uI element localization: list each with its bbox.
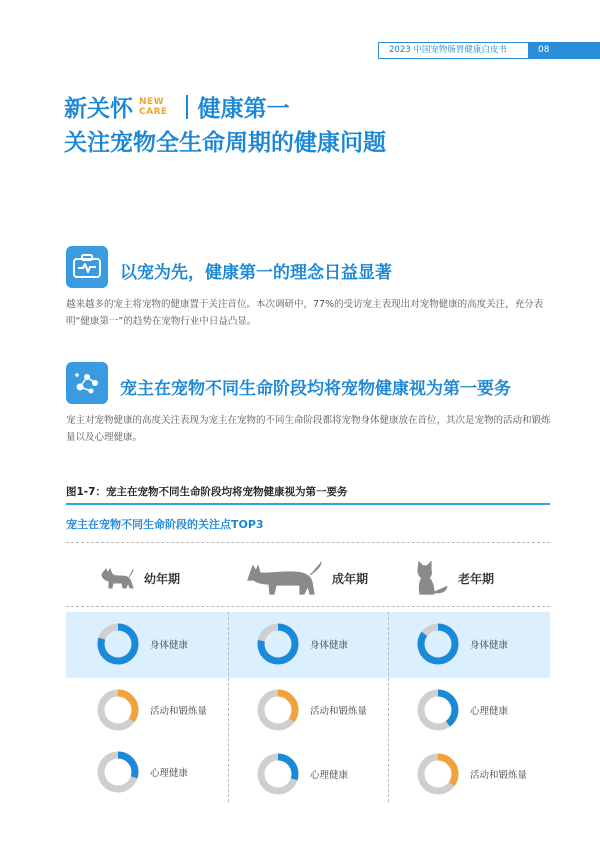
stage-kitten: [100, 560, 180, 596]
dashed-rule-mid: [66, 606, 550, 607]
donut-kitten-3: [96, 750, 140, 794]
page-title-line2: 关注宠物全生命周期的健康问题: [64, 130, 386, 156]
title-left: 新关怀: [64, 96, 133, 122]
cell-senior-1: [416, 622, 508, 666]
stage-label-senior: 老年期: [458, 571, 495, 586]
section2-paragraph: 宠主对宠物健康的高度关注表现为宠主在宠物的不同生命阶段都将宠物身体健康放在首位，其次是宠物的活动和锻炼量以及心理健康。: [66, 415, 551, 443]
molecule-network-icon: [66, 362, 108, 404]
stage-label-kitten: 幼年期: [144, 571, 181, 586]
cell-kitten-1: [96, 622, 188, 666]
label-adult-1: 身体健康: [310, 640, 349, 651]
title-right: 健康第一: [197, 96, 290, 122]
page-title-line1: [64, 90, 290, 123]
column-divider-1: [228, 612, 229, 802]
health-monitor-icon: [66, 246, 108, 288]
donut-senior-1: [416, 622, 460, 666]
cell-senior-3: [416, 752, 527, 796]
donut-senior-3: [416, 752, 460, 796]
label-kitten-3: 心理健康: [150, 768, 189, 779]
new-care-tag: [139, 97, 168, 117]
cell-senior-2: [416, 688, 508, 732]
dashed-rule-top: [66, 542, 550, 543]
title-divider: [186, 95, 188, 119]
column-divider-2: [388, 612, 389, 802]
cell-kitten-2: [96, 688, 207, 732]
label-adult-3: 心理健康: [310, 770, 349, 781]
figure-subtitle: 宠主在宠物不同生命阶段的关注点TOP3: [66, 518, 264, 531]
header-title: 2023 中国宠物肠胃健康白皮书: [389, 45, 507, 55]
new-care-top: NEW: [139, 96, 165, 107]
section2-heading: 宠主在宠物不同生命阶段均将宠物健康视为第一要务: [120, 379, 511, 399]
figure-title: 图1-7：宠主在宠物不同生命阶段均将宠物健康视为第一要务: [66, 486, 348, 498]
figure-rule: [66, 503, 550, 505]
section1-heading: 以宠为先，健康第一的理念日益显著: [120, 263, 392, 283]
cell-adult-3: [256, 752, 348, 796]
label-senior-1: 身体健康: [470, 640, 509, 651]
donut-kitten-1: [96, 622, 140, 666]
cell-adult-1: [256, 622, 348, 666]
stage-adult: [246, 560, 368, 596]
donut-kitten-2: [96, 688, 140, 732]
stage-senior: [414, 560, 494, 596]
donut-adult-2: [256, 688, 300, 732]
page-number: 08: [528, 43, 600, 58]
donut-adult-3: [256, 752, 300, 796]
new-care-bottom: CARE: [139, 106, 168, 117]
stage-label-adult: 成年期: [332, 571, 369, 586]
adult-cat-icon: [246, 560, 322, 596]
label-senior-3: 活动和锻炼量: [470, 770, 528, 781]
label-senior-2: 心理健康: [470, 706, 509, 717]
donut-adult-1: [256, 622, 300, 666]
label-adult-2: 活动和锻炼量: [310, 706, 368, 717]
header-band: [378, 42, 600, 59]
donut-senior-2: [416, 688, 460, 732]
kitten-icon: [100, 566, 134, 590]
cell-adult-2: [256, 688, 367, 732]
senior-cat-icon: [414, 560, 448, 596]
label-kitten-2: 活动和锻炼量: [150, 706, 208, 717]
label-kitten-1: 身体健康: [150, 640, 189, 651]
section1-paragraph: 越来越多的宠主将宠物的健康置于关注首位。本次调研中，77%的受访宠主表现出对宠物健康的高度关注，充分表明“健康第一”的趋势在宠物行业中日益凸显。: [66, 299, 544, 327]
cell-kitten-3: [96, 750, 188, 794]
